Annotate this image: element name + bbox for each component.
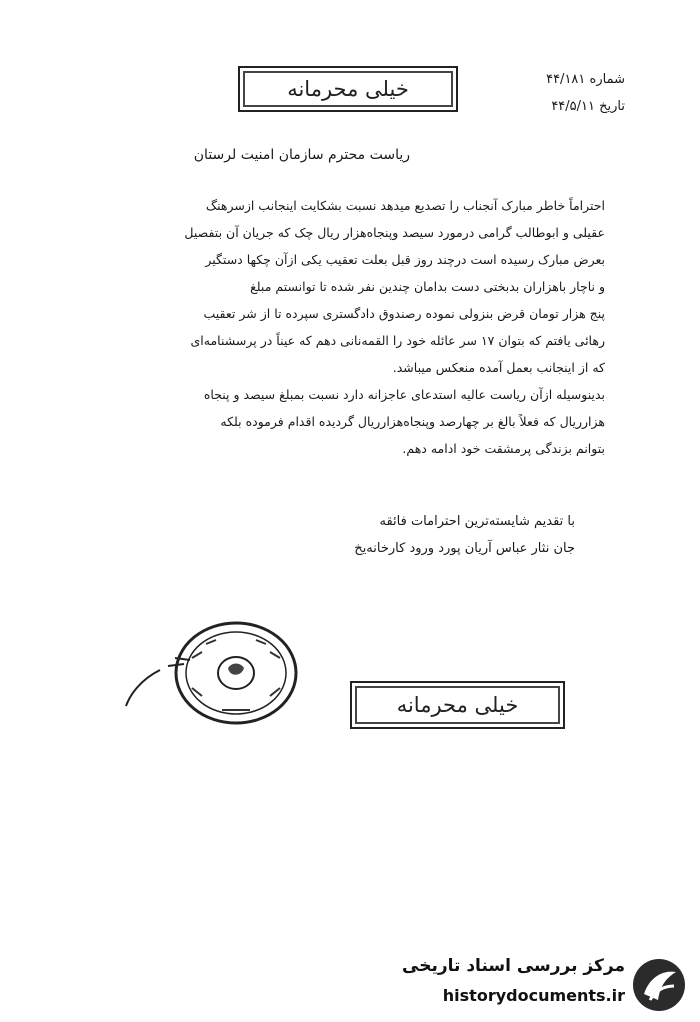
official-seal-icon bbox=[172, 618, 300, 728]
body-line: بعرض مبارک رسیده است درچند روز قبل بعلت تعقیب یکی ازآن چکها دستگیر bbox=[205, 252, 605, 267]
body-line: عقیلی و ابوطالب گرامی درمورد سیصد وپنجاه‌هزار ریال چک که جریان آن بتفصیل bbox=[184, 225, 605, 240]
body-line: بتوانم بزندگی پرمشقت خود ادامه دهم. bbox=[402, 441, 605, 456]
number-label: شماره bbox=[589, 72, 625, 87]
archive-footer bbox=[400, 952, 700, 1022]
body-line: پنج هزار تومان قرض بنزولی نموده رصندوق دادگستری سپرده تا از شر تعقیب bbox=[203, 306, 605, 321]
body-line: هزارریال که فعلاً بالغ بر چهارصد وپنجاه‌هزارریال گردیده اقدام فرموده بلکه bbox=[220, 414, 605, 429]
document-meta bbox=[546, 66, 625, 120]
archive-url: historydocuments.ir bbox=[442, 986, 625, 1005]
number-value: ۴۴/۱۸۱ bbox=[546, 72, 586, 87]
body-line: احتراماً خاطر مبارک آنجناب را تصدیع میدهد نسبت بشکایت اینجانب ازسرهنگ bbox=[205, 198, 605, 213]
body-line: بدینوسیله ازآن ریاست عالیه استدعای عاجزانه دارد نسبت بمبلغ سیصد و پنجاه bbox=[203, 387, 605, 402]
confidential-stamp-top: خیلی محرمانه bbox=[238, 66, 458, 112]
archive-logo-icon bbox=[630, 956, 688, 1014]
body-line: رهائی یافتم که بتوان ۱۷ سر عائله خود را القمه‌نانی دهم که عیناً در پرسشنامه‌ای bbox=[190, 333, 605, 348]
archive-name: مرکز بررسی اسناد تاریخی bbox=[402, 956, 625, 976]
confidential-stamp-bottom: خیلی محرمانه bbox=[350, 681, 565, 729]
date-label: تاریخ bbox=[599, 99, 625, 114]
date-value: ۴۴/۵/۱۱ bbox=[551, 99, 595, 114]
letter-body bbox=[85, 192, 605, 462]
salutation: ریاست محترم سازمان امنیت لرستان bbox=[193, 147, 410, 163]
body-line: که از اینجانب بعمل آمده منعکس میباشد. bbox=[392, 360, 605, 375]
signature-line: جان نثار عباس آریان پورد ورود کارخانه‌یخ bbox=[354, 541, 575, 556]
date-row bbox=[546, 93, 625, 120]
number-row bbox=[546, 66, 625, 93]
closing-line: با تقدیم شایسته‌ترین احترامات فائقه bbox=[379, 514, 575, 529]
letter-closing bbox=[354, 508, 575, 562]
body-line: و ناچار باهزاران بدبختی دست بدامان چندین نفر شده تا توانستم مبلغ bbox=[250, 279, 605, 294]
